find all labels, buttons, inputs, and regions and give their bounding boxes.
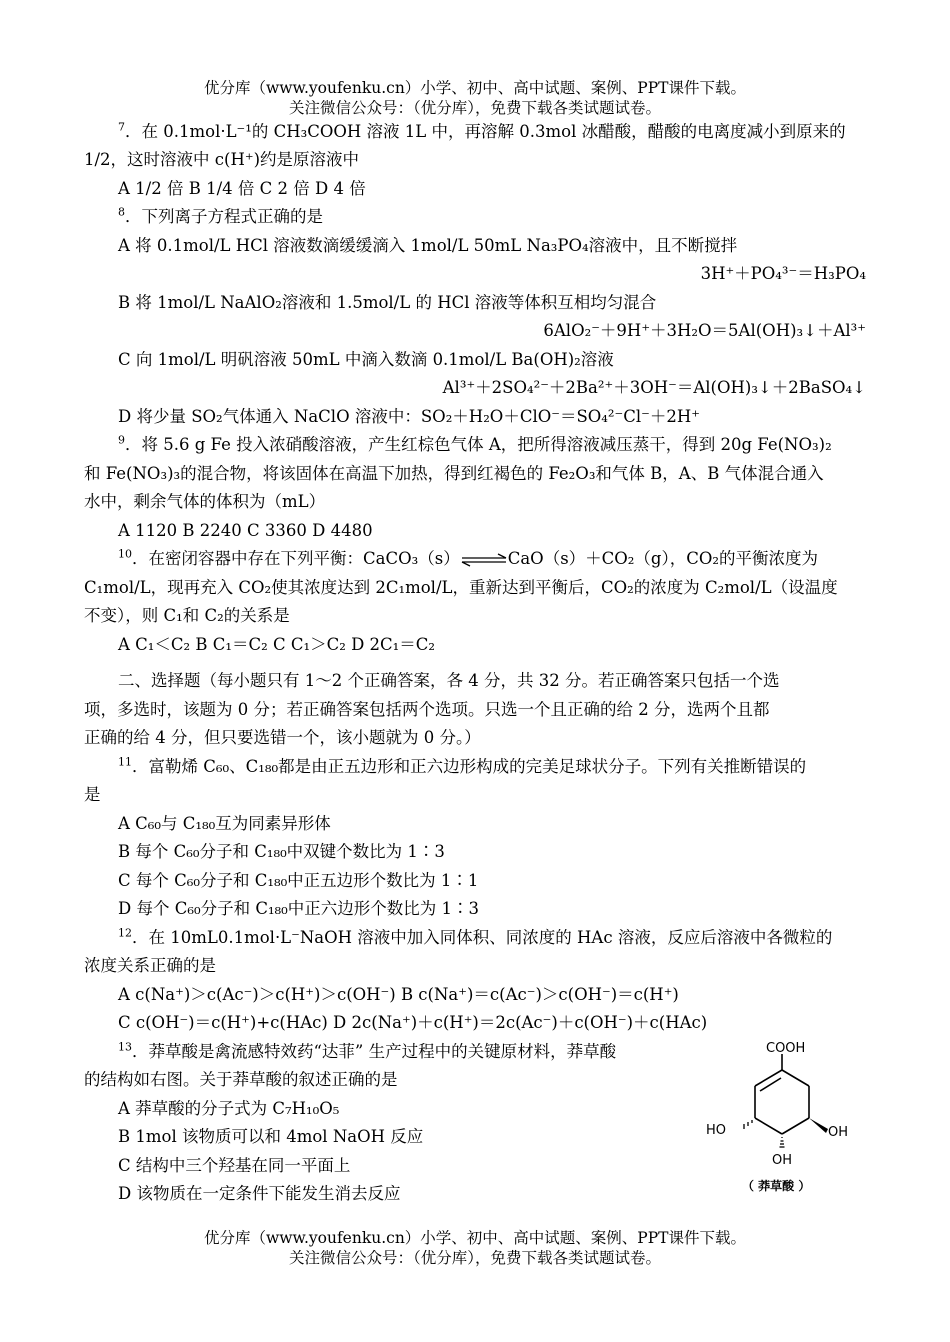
q11-number: 11: [118, 755, 132, 769]
q12-line-1: $^{12}$．在 10mL0.1mol·L⁻NaOH 溶液中加入同体积、同浓度的 HAc 溶液，反应后溶液中各微粒的: [118, 926, 833, 947]
q7-number: 7: [118, 120, 125, 134]
q9-line-2: 和 Fe(NO₃)₃的混合物，将该固体在高温下加热，得到红褐色的 Fe₂O₃和气体 B，A、B 气体混合通入: [84, 464, 824, 483]
q13-line-1: $^{13}$．莽草酸是禽流感特效药“达菲” 生产过程中的关键原材料，莽草酸: [118, 1040, 617, 1061]
q8-option-b: B 将 1mol/L NaAlO₂溶液和 1.5mol/L 的 HCl 溶液等体积互相均匀混合: [118, 293, 657, 312]
oh-right-label: OH: [828, 1125, 849, 1140]
cyclohexene-ring: [755, 1054, 809, 1134]
q8-option-c: C 向 1mol/L 明矾溶液 50mL 中滴入数滴 0.1mol/L Ba(OH)₂溶液: [118, 350, 614, 369]
q11-option-d: D 每个 C₆₀分子和 C₁₈₀中正六边形个数比为 1∶3: [118, 899, 480, 918]
q8-option-d: D 将少量 SO₂气体通入 NaClO 溶液中：SO₂＋H₂O＋ClO⁻＝SO₄²⁻Cl⁻＋2H⁺: [118, 407, 700, 426]
q7-line-2: 1/2，这时溶液中 c(H⁺)约是原溶液中: [84, 150, 360, 169]
ho-label: HO: [706, 1123, 727, 1138]
cooh-label: COOH: [766, 1041, 806, 1056]
q13-option-a: A 莽草酸的分子式为 C₇H₁₀O₅: [118, 1099, 340, 1118]
q7-line-1: $^7$．在 0.1mol·L⁻¹的 CH₃COOH 溶液 1L 中，再溶解 0.3mol 冰醋酸，醋酸的电离度减小到原来的: [118, 120, 846, 141]
q11-line-2: 是: [84, 785, 101, 804]
q13-option-b: B 1mol 该物质可以和 4mol NaOH 反应: [118, 1127, 424, 1146]
header-line-2: 关注微信公众号：（优分库），免费下载各类试题试卷。: [288, 99, 661, 117]
q11-line-1: $^{11}$．富勒烯 C₆₀、C₁₈₀都是由正五边形和正六边形构成的完美足球状分子。下列有关推断错误的: [118, 755, 807, 776]
q10-options: A C₁＜C₂ B C₁＝C₂ C C₁＞C₂ D 2C₁＝C₂: [118, 635, 436, 654]
equilibrium-arrow-icon: [460, 553, 508, 567]
q9-line-3: 水中，剩余气体的体积为（mL）: [84, 492, 326, 511]
q7-options: A 1/2 倍 B 1/4 倍 C 2 倍 D 4 倍: [118, 179, 366, 198]
q10-line-3: 不变），则 C₁和 C₂的关系是: [84, 606, 290, 625]
q8-option-c-equation: Al³⁺＋2SO₄²⁻＋2Ba²⁺＋3OH⁻＝Al(OH)₃↓＋2BaSO₄↓: [442, 378, 866, 397]
section2-line-2: 项，多选时，该题为 0 分；若正确答案包括两个选项。只选一个且正确的给 2 分，选两个且都: [84, 700, 770, 719]
section2-line-3: 正确的给 4 分，但只要选错一个，该小题就为 0 分。）: [84, 728, 481, 747]
shikimic-acid-structure: [700, 1040, 860, 1200]
q9-number: 9: [118, 433, 125, 447]
q8-option-a: A 将 0.1mol/L HCl 溶液数滴缓缓滴入 1mol/L 50mL Na₃PO₄溶液中，且不断搅拌: [118, 236, 738, 255]
q10-number: 10: [118, 547, 132, 561]
q12-options-cd: C c(OH⁻)＝c(H⁺)+c(HAc) D 2c(Na⁺)＋c(H⁺)＝2c(Ac⁻)＋c(OH⁻)＋c(HAc): [118, 1013, 708, 1032]
q12-options-ab: A c(Na⁺)＞c(Ac⁻)＞c(H⁺)＞c(OH⁻) B c(Na⁺)＝c(Ac⁻)＞c(OH⁻)＝c(H⁺): [118, 985, 679, 1004]
q8-number: 8: [118, 205, 125, 219]
section2-line-1: 二、选择题（每小题只有 1～2 个正确答案，各 4 分，共 32 分。若正确答案只包括一个选: [118, 671, 780, 690]
q13-line-2: 的结构如右图。关于莽草酸的叙述正确的是: [84, 1070, 398, 1089]
q10-line-2: C₁mol/L，现再充入 CO₂使其浓度达到 2C₁mol/L，重新达到平衡后，CO₂的浓度为 C₂mol/L（设温度: [84, 578, 838, 597]
q13-option-d: D 该物质在一定条件下能发生消去反应: [118, 1184, 401, 1203]
q13-option-c: C 结构中三个羟基在同一平面上: [118, 1156, 351, 1175]
wedge-bond: [809, 1118, 828, 1133]
q8-option-b-equation: 6AlO₂⁻＋9H⁺＋3H₂O＝5Al(OH)₃↓＋Al³⁺: [543, 321, 866, 340]
oh-bottom-label: OH: [772, 1153, 793, 1168]
header-line-1: 优分库（www.youfenku.cn）小学、初中、高中试题、案例、PPT课件下载。: [203, 79, 747, 97]
q8-stem: $^8$．下列离子方程式正确的是: [118, 205, 323, 226]
q12-number: 12: [118, 926, 132, 940]
q11-option-b: B 每个 C₆₀分子和 C₁₈₀中双键个数比为 1∶3: [118, 842, 445, 861]
footer-line-2: 关注微信公众号：（优分库），免费下载各类试题试卷。: [288, 1249, 661, 1267]
q10-line-1: $^{10}$．在密闭容器中存在下列平衡：CaCO₃（s） CaO（s）＋CO₂（g），CO₂的平衡浓度为: [118, 547, 819, 568]
q11-option-c: C 每个 C₆₀分子和 C₁₈₀中正五边形个数比为 1∶1: [118, 871, 479, 890]
q11-option-a: A C₆₀与 C₁₈₀互为同素异形体: [118, 814, 331, 833]
q8-option-a-equation: 3H⁺＋PO₄³⁻＝H₃PO₄: [700, 264, 866, 283]
q13-number: 13: [118, 1040, 132, 1054]
q9-options: A 1120 B 2240 C 3360 D 4480: [118, 521, 373, 540]
footer-line-1: 优分库（www.youfenku.cn）小学、初中、高中试题、案例、PPT课件下载。: [203, 1229, 747, 1247]
figure-caption: （ 莽草酸 ）: [742, 1179, 811, 1193]
q9-line-1: $^9$．将 5.6 g Fe 投入浓硝酸溶液，产生红棕色气体 A，把所得溶液减压蒸干，得到 20g Fe(NO₃)₂: [118, 433, 832, 454]
q12-line-2: 浓度关系正确的是: [84, 956, 216, 975]
